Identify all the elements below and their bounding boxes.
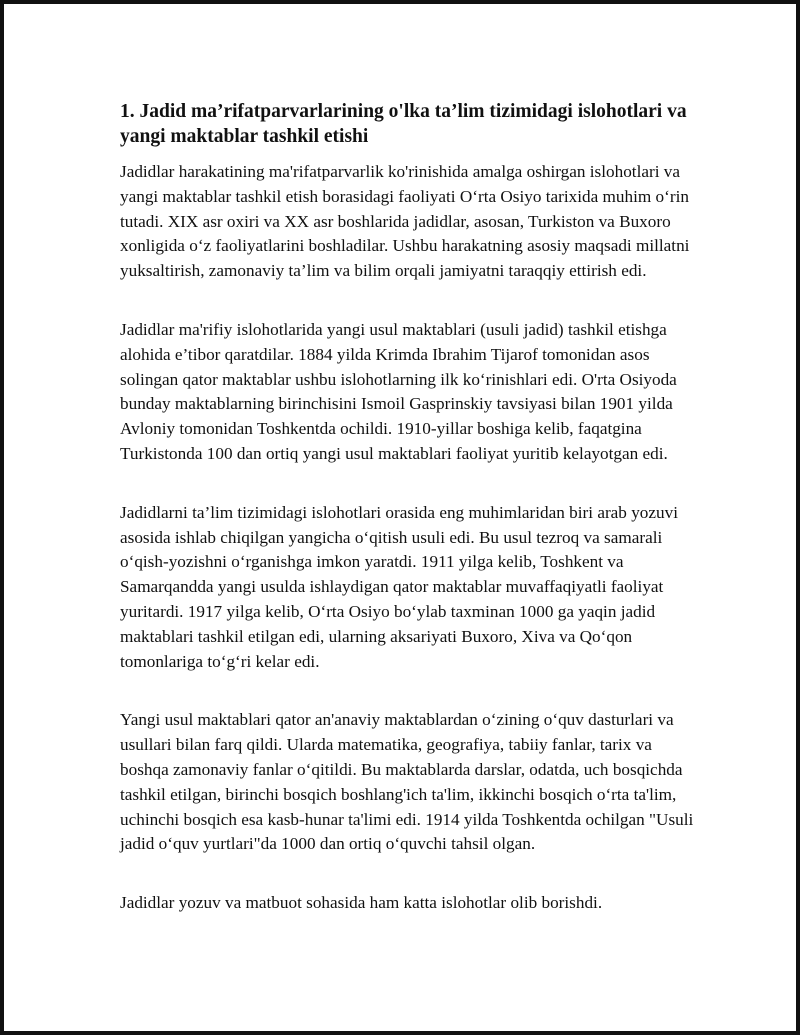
paragraph-4: Yangi usul maktablari qator an'anaviy maktablardan o‘zining o‘quv dasturlari va usullari bilan farq qildi. Ularda matematika, geografiya, tabiiy fanlar, tarix va boshqa zamonaviy fanlar o‘qitildi. Bu maktablarda darslar, odatda, uch bosqichda tashkil etilgan, birinchi bosqich boshlang'ich ta'lim, ikkinchi bosqich o‘rta ta'lim, uchinchi bosqich esa kasb-hunar ta'limi edi. 1914 yilda Toshkentda ochilgan "Usuli jadid o‘quv yurtlari"da 1000 dan ortiq o‘quvchi tahsil olgan. (120, 710, 694, 854)
paragraph-1: Jadidlar harakatining ma'rifatparvarlik ko'rinishida amalga oshirgan islohotlari va yangi maktablar tashkil etish borasidagi faoliyati O‘rta Osiyo tarixida muhim o‘rin tutadi. XIX asr oxiri va XX asr boshlarida jadidlar, asosan, Turkiston va Buxoro xonligida o‘z faoliyatlarini boshladilar. Ushbu harakatning asosiy maqsadi millatni yuksaltirish, zamonaviy ta’lim va bilim orqali jamiyatni taraqqiy ettirish edi. (120, 162, 690, 281)
paragraph-3: Jadidlarni ta’lim tizimidagi islohotlari orasida eng muhimlaridan biri arab yozuvi asosida ishlab chiqilgan yangicha o‘qitish usuli edi. Bu usul tezroq va samarali o‘qish-yozishni o‘rganishga imkon yaratdi. 1911 yilga kelib, Toshkent va Samarqandda yangi usulda ishlaydigan qator maktablar muvaffaqiyatli faoliyat yuritardi. 1917 yilga kelib, O‘rta Osiyo bo‘ylab taxminan 1000 ga yaqin jadid maktablari tashkil etilgan edi, ularning aksariyati Buxoro, Xiva va Qo‘qon tomonlariga to‘g‘ri kelar edi. (120, 502, 678, 671)
document-content (120, 99, 695, 916)
document-heading: 1. Jadid ma’rifatparvarlarining o'lka ta’lim tizimidagi islohotlari va yangi maktablar tashkil etishi (120, 101, 687, 147)
paragraph-2: Jadidlar ma'rifiy islohotlarida yangi usul maktablari (usuli jadid) tashkil etishga alohida e’tibor qaratdilar. 1884 yilda Krimda Ibrahim Tijarof tomonidan asos solingan qator maktablar ushbu islohotlarning ilk ko‘rinishlari edi. O'rta Osiyoda bunday maktablarning birinchisini Ismoil Gasprinskiy tavsiyasi bilan 1901 yilda Avloniy tomonidan Toshkentda ochildi. 1910-yillar boshiga kelib, faqatgina Turkistonda 100 dan ortiq yangi usul maktablari faoliyat yuritib kelayotgan edi. (120, 319, 677, 463)
paragraph-5: Jadidlar yozuv va matbuot sohasida ham katta islohotlar olib borishdi. (120, 893, 603, 913)
